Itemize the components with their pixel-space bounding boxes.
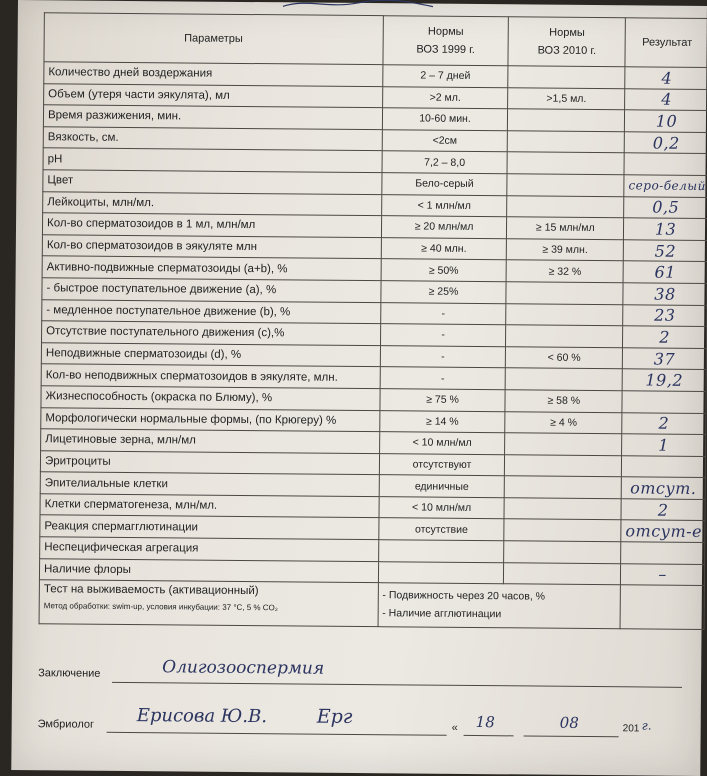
who-2010-cell	[506, 325, 623, 348]
who-1999-cell: ≥ 25%	[381, 281, 507, 304]
survival-test-note-agglutination: - Наличие агглютинации	[382, 607, 502, 621]
semen-analysis-table	[39, 12, 707, 630]
header-who-1999-line1: Нормы	[427, 25, 464, 38]
result-cell: 0,5	[624, 196, 707, 218]
result-cell: 4	[625, 88, 707, 110]
who-1999-cell: ≥ 14 %	[379, 410, 505, 433]
who-1999-cell	[378, 561, 504, 584]
result-cell: 23	[623, 304, 707, 326]
who-2010-cell	[504, 519, 621, 542]
param-cell: Эпителиальные клетки	[40, 472, 379, 497]
who-2010-cell	[505, 454, 622, 477]
result-cell: 1	[622, 434, 706, 456]
who-1999-cell: >2 мл.	[382, 86, 508, 109]
survival-test-note-motility: - Подвижность через 20 часов, %	[382, 589, 546, 603]
result-cell: 37	[622, 348, 706, 370]
who-2010-cell: ≥ 4 %	[505, 411, 622, 434]
param-cell: - быстрое поступательное движение (a), %	[42, 278, 381, 303]
date-month: 08	[559, 713, 579, 732]
header-who-2010-line2: ВОЗ 2010 г.	[537, 44, 597, 58]
header-result: Результат	[625, 18, 707, 68]
who-1999-cell: -	[380, 367, 506, 390]
who-1999-cell: -	[380, 324, 506, 347]
who-2010-cell	[506, 282, 623, 305]
conclusion-handwritten: Олигозооспермия	[162, 657, 325, 679]
result-cell	[622, 391, 706, 413]
survival-test-method: Метод обработки: swim-up, условия инкубации: 37 °C, 5 % CO₂	[43, 601, 278, 613]
param-cell: Кол-во сперматозоидов в эякуляте млн	[42, 234, 381, 259]
survival-test-title: Тест на выживаемость (активационный)	[43, 583, 259, 598]
result-cell: 10	[624, 110, 707, 132]
embryologist-label: Эмбриолог	[37, 718, 95, 731]
param-cell: Кол-во сперматозоидов в 1 мл, млн/мл	[42, 213, 381, 238]
conclusion-label: Заключение	[38, 667, 101, 680]
result-cell	[621, 455, 705, 477]
param-cell: Вязкость, см.	[43, 127, 382, 152]
survival-test-row	[39, 580, 704, 630]
who-1999-cell: ≥ 75 %	[380, 389, 506, 412]
who-1999-cell: < 10 млн/мл	[379, 432, 505, 455]
top-edge-handwriting	[278, 0, 438, 12]
result-cell: отсут.	[621, 477, 705, 499]
who-2010-cell	[507, 152, 624, 175]
who-2010-cell: >1,5 мл.	[508, 87, 625, 110]
who-1999-cell: Бело-серый	[381, 173, 507, 196]
param-cell: Отсутствие поступательного движения (c),%	[42, 321, 381, 346]
param-cell: Неспецифическая агрегация	[40, 537, 379, 562]
result-cell: серо-белый	[624, 175, 707, 197]
conclusion-underline	[112, 682, 682, 688]
table-header-row	[44, 13, 707, 68]
who-2010-cell	[505, 476, 622, 499]
embryologist-name: Ерисова Ю.В.	[136, 705, 268, 728]
param-cell: Реакция спермагглютинации	[40, 515, 379, 540]
result-cell	[624, 153, 707, 175]
date-month-underline	[524, 735, 619, 737]
who-1999-cell: < 1 млн/мл	[381, 194, 507, 217]
result-cell: 4	[625, 67, 707, 89]
who-2010-cell: ≥ 39 млн.	[507, 239, 624, 262]
who-1999-cell: ≥ 50%	[381, 259, 507, 282]
param-cell: Объем (утеря части эякулята), мл	[44, 83, 383, 108]
header-parameters: Параметры	[44, 13, 383, 65]
who-1999-cell: отсутствие	[378, 518, 504, 541]
param-cell: Время разжижения, мин.	[43, 105, 382, 130]
result-cell: 2	[622, 412, 706, 434]
embryologist-underline	[107, 732, 447, 736]
survival-test-result-cell	[620, 585, 704, 630]
who-1999-cell: единичные	[379, 475, 505, 498]
who-1999-cell: ≥ 40 млн.	[381, 237, 507, 260]
who-2010-cell	[508, 109, 625, 132]
param-cell: Цвет	[43, 170, 382, 195]
table-body	[39, 62, 707, 630]
date-year-prefix: 201	[622, 723, 640, 735]
param-cell: Лейкоциты, млн/мл.	[43, 191, 382, 216]
who-1999-cell: 10-60 мин.	[382, 108, 508, 131]
param-cell: Наличие флоры	[39, 558, 378, 583]
date-year-suffix: г.	[641, 718, 652, 733]
who-1999-cell: отсутствуют	[379, 453, 505, 476]
who-2010-cell	[508, 66, 625, 89]
lab-report-sheet	[11, 0, 707, 776]
who-2010-cell: ≥ 58 %	[505, 390, 622, 413]
who-2010-cell: ≥ 32 %	[507, 260, 624, 283]
param-cell: Эритроциты	[40, 450, 379, 475]
result-cell: 13	[624, 218, 707, 240]
result-cell: 52	[623, 240, 707, 262]
header-who-1999	[383, 16, 509, 66]
embryologist-signature: Ерг	[316, 705, 353, 728]
who-1999-cell	[378, 540, 504, 563]
result-cell: –	[620, 563, 704, 585]
who-2010-cell: ≥ 15 млн/мл	[507, 217, 624, 240]
who-1999-cell: 7,2 – 8,0	[382, 151, 508, 174]
who-2010-cell	[506, 303, 623, 326]
who-1999-cell: -	[380, 345, 506, 368]
who-1999-cell: <2см	[382, 129, 508, 152]
who-2010-cell	[508, 131, 625, 154]
param-cell: Неподвижные сперматозоиды (d), %	[41, 342, 380, 367]
result-cell: 61	[623, 261, 707, 283]
who-2010-cell: < 60 %	[506, 346, 623, 369]
param-cell: Жизнеспособность (окраска по Блюму), %	[41, 386, 380, 411]
header-who-2010	[508, 17, 625, 67]
header-who-1999-line2: ВОЗ 1999 г.	[416, 43, 475, 56]
param-cell: Количество дней воздержания	[44, 62, 383, 87]
result-cell: 2	[621, 499, 705, 521]
result-cell	[621, 542, 705, 564]
param-cell: Клетки сперматогенеза, млн/мл.	[40, 494, 379, 519]
result-cell: отсут-е	[621, 520, 705, 542]
param-cell: Морфологически нормальные формы, (по Крюгеру) %	[41, 407, 380, 432]
who-2010-cell	[505, 433, 622, 456]
date-quote-mark: «	[451, 721, 458, 734]
who-2010-cell	[504, 541, 621, 564]
date-day: 18	[475, 713, 495, 732]
result-cell: 2	[623, 326, 707, 348]
header-who-2010-line1: Нормы	[549, 26, 585, 39]
who-1999-cell: ≥ 20 млн/мл	[381, 216, 507, 239]
param-cell: Лицетиновые зерна, млн/мл	[41, 429, 380, 454]
who-2010-cell	[504, 562, 621, 585]
param-cell: - медленное поступательное движение (b), %	[42, 299, 381, 324]
param-cell: Активно-подвижные сперматозоиды (a+b), %	[42, 256, 381, 281]
who-1999-cell: -	[380, 302, 506, 325]
who-2010-cell	[507, 174, 624, 197]
param-cell: Кол-во неподвижных сперматозоидов в эякуляте, млн.	[41, 364, 380, 389]
result-cell: 0,2	[624, 132, 707, 154]
param-cell: pH	[43, 148, 382, 173]
result-cell: 19,2	[622, 369, 706, 391]
who-2010-cell	[504, 498, 621, 521]
who-1999-cell: 2 – 7 дней	[382, 65, 508, 88]
who-2010-cell	[506, 368, 623, 391]
survival-test-notes	[378, 583, 621, 629]
result-cell: 38	[623, 283, 707, 305]
date-day-underline	[464, 735, 514, 736]
survival-test-cell	[39, 580, 378, 627]
who-2010-cell	[507, 195, 624, 218]
who-1999-cell: < 10 млн/мл	[379, 497, 505, 520]
